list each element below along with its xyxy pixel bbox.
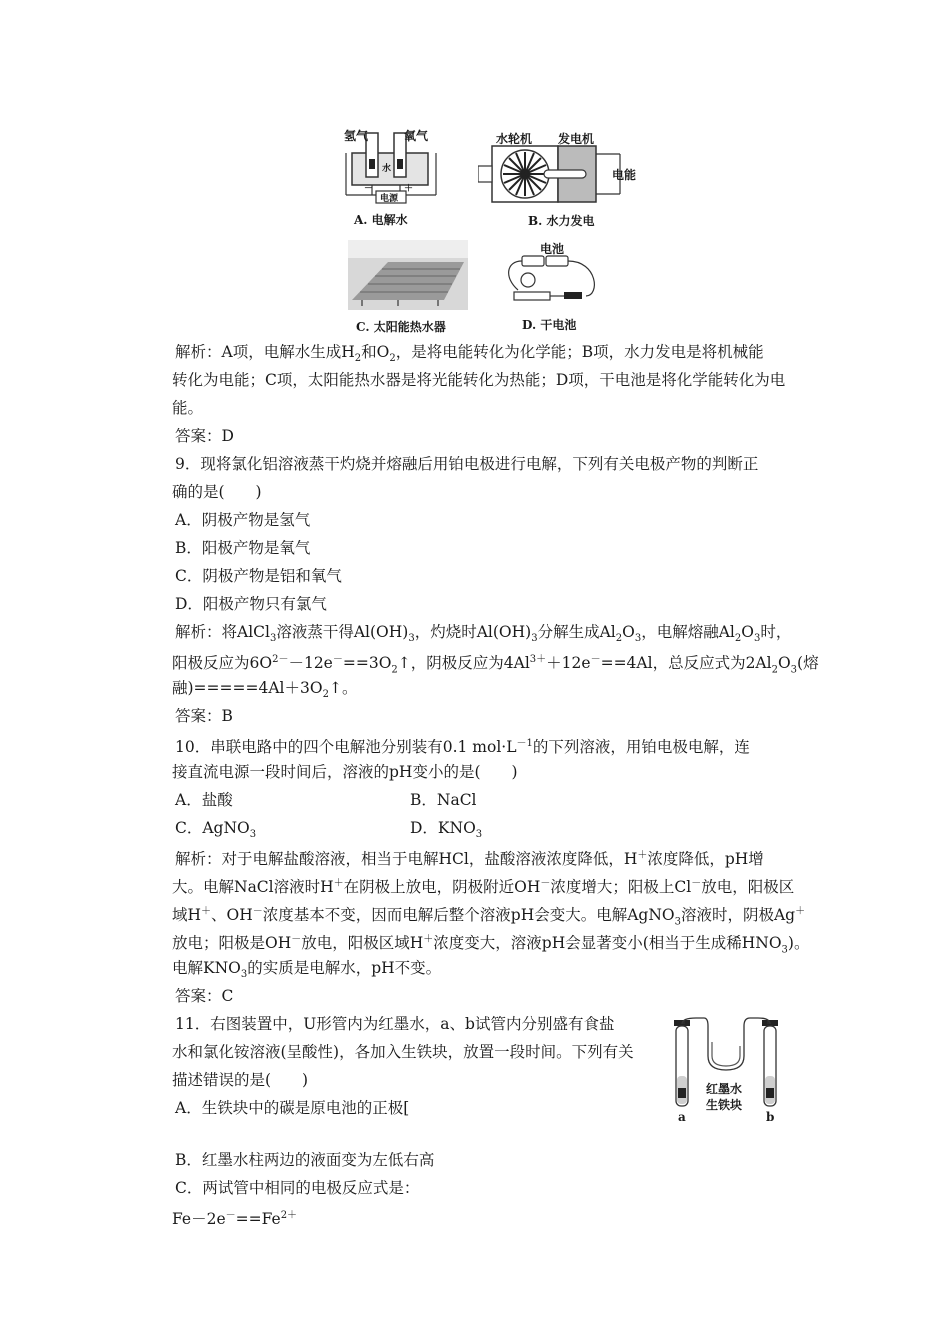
label-minus: －	[364, 184, 374, 194]
label-tube-a: a	[678, 1110, 686, 1124]
figure-d-battery	[500, 238, 610, 335]
question-9-line-1: 9．现将氯化铝溶液蒸干灼烧并熔融后用铂电极进行电解，下列有关电极产物的判断正	[175, 455, 759, 473]
label-generator: 发电机	[558, 132, 595, 146]
answer-9: 答案：B	[175, 707, 233, 725]
analysis-8-line-3: 能。	[172, 399, 204, 417]
options-10-cd: C．AgNO$_3$ D．$KNO_3$	[175, 819, 483, 841]
option-9b: B．阳极产物是氧气	[175, 539, 311, 557]
option-11a: A．生铁块中的碳是原电池的正极[	[175, 1099, 410, 1117]
analysis-9-line-2: 阳极反应为$6O^{2-}-12e^-==3O_2↑$，阴极反应为$4Al^{3+}+12e^-==4Al$，总反应式为$2Al_2O_3$(熔	[172, 654, 819, 676]
caption-a: A. 电解水	[354, 213, 408, 227]
analysis-9-line-3: 融)$=====4Al+3O_2↑$。	[172, 679, 358, 701]
label-plus: ＋	[404, 184, 414, 194]
caption-d: D. 干电池	[522, 318, 577, 332]
option-9a: A．阴极产物是氢气	[175, 511, 311, 529]
caption-c: C. 太阳能热水器	[356, 320, 446, 334]
figure-q11-u-tube	[666, 1016, 786, 1126]
analysis-8-line-2: 转化为电能；C项，太阳能热水器是将光能转化为热能；D项，干电池是将化学能转化为电	[172, 371, 786, 389]
figure-b-hydropower	[478, 128, 648, 228]
label-water: 水	[382, 164, 392, 174]
option-9d: D．阳极产物只有氯气	[175, 595, 327, 613]
caption-b: B. 水力发电	[528, 214, 595, 228]
question-11-line-2: 水和氯化铵溶液(呈酸性)，各加入生铁块，放置一段时间。下列有关	[172, 1043, 634, 1061]
analysis-10-line-1: 解析：对于电解盐酸溶液，相当于电解HCl，盐酸溶液浓度降低，H＋浓度降低，pH增	[175, 850, 764, 869]
label-tube-b: b	[766, 1110, 775, 1124]
question-11-line-3: 描述错误的是( )	[172, 1071, 309, 1089]
label-pig-iron: 生铁块	[706, 1098, 743, 1112]
analysis-8-line-1: 解析：A项，电解水生成$H_2$和$O_2$，是将电能转化为化学能；B项，水力发电是将机械能	[175, 343, 764, 365]
analysis-9-line-1: 解析：将AlCl$_3$溶液蒸干得$Al(OH)_3$，灼烧时$Al(OH)_3$分解生成$Al_2O_3$，电解熔融$Al_2O_3$时，	[175, 623, 792, 645]
label-battery: 电池	[540, 242, 565, 256]
question-11-line-1: 11．右图装置中，U形管内为红墨水，a、b试管内分别盛有食盐	[175, 1015, 615, 1033]
analysis-10-line-2: 大。电解NaCl溶液时H＋在阴极上放电，阴极附近OH－浓度增大；阳极上Cl－放电，阳极区	[172, 878, 795, 897]
option-11b: B．红墨水柱两边的液面变为左低右高	[175, 1151, 435, 1169]
options-10-ab: A．盐酸 B．NaCl	[175, 791, 477, 809]
label-oxygen: 氧气	[404, 129, 429, 143]
label-red-ink: 红墨水	[706, 1082, 743, 1096]
label-electric-energy: 电能	[612, 168, 637, 182]
question-10-line-1: 10．串联电路中的四个电解池分别装有0.1 $mol\cdot L^{-1}$的下列溶液，用铂电极电解，连	[175, 738, 750, 757]
figure-c-solar-heater	[348, 240, 468, 335]
question-9-line-2: 确的是( )	[172, 483, 262, 501]
label-hydrogen: 氢气	[344, 129, 369, 143]
answer-8: 答案：D	[175, 427, 234, 445]
question-10-line-2: 接直流电源一段时间后，溶液的pH变小的是( )	[172, 763, 518, 781]
figure-a-electrolysis	[340, 125, 450, 225]
analysis-10-line-3: 域H＋、OH－浓度基本不变，因而电解后整个溶液pH会变大。电解AgNO$_3$溶液时，阴极Ag＋	[172, 906, 806, 928]
option-11c: C．两试管中相同的电极反应式是：	[175, 1179, 420, 1197]
label-turbine: 水轮机	[496, 132, 533, 146]
solar-heater-photo	[348, 240, 468, 310]
answer-10: 答案：C	[175, 987, 234, 1005]
equation-11c: $Fe-2e^-==Fe^{2+}$	[172, 1210, 298, 1229]
option-9c: C．阴极产物是铝和氧气	[175, 567, 342, 585]
analysis-10-line-5: 电解$KNO_3$的实质是电解水，pH不变。	[172, 959, 442, 981]
analysis-10-line-4: 放电；阳极是OH－放电，阳极区域H＋浓度变大，溶液pH会显著变小(相当于生成稀$HNO_3$)。	[172, 934, 810, 956]
label-power-source: 电源	[380, 194, 399, 204]
